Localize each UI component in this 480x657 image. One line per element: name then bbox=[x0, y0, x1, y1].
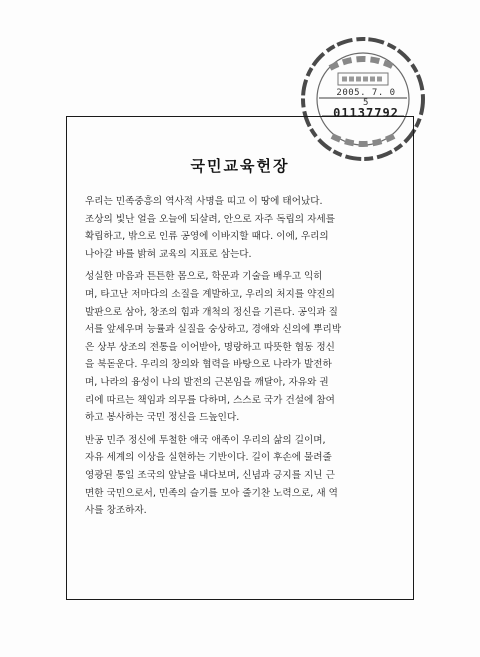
text-line: 조상의 빛난 얼을 오늘에 되살려, 안으로 자주 독립의 자세를 bbox=[85, 213, 335, 225]
charter-frame bbox=[66, 116, 414, 600]
stamp-serial-number: 01137792 bbox=[333, 106, 399, 120]
charter-body bbox=[85, 193, 399, 525]
charter-title: 국민교육헌장 bbox=[190, 157, 290, 175]
text-line: 은 상부 상조의 전통을 이어받아, 명랑하고 따뜻한 협동 정신 bbox=[85, 341, 335, 353]
text-line: 영광된 통일 조국의 앞날을 내다보며, 신념과 긍지를 지닌 근 bbox=[85, 469, 335, 481]
text-line: 서를 앞세우며 능률과 실질을 숭상하고, 경애와 신의에 뿌리박 bbox=[85, 324, 342, 336]
text-line: 하고 봉사하는 국민 정신을 드높인다. bbox=[85, 412, 240, 424]
text-line: 사를 창조하자. bbox=[85, 505, 147, 517]
stamp-date: 2005. 7. 0 5 bbox=[336, 88, 396, 108]
text-line: 리에 따르는 책임과 의무를 다하며, 스스로 국가 건설에 참여 bbox=[85, 394, 335, 406]
text-line: 나아갈 바를 밝혀 교육의 지표로 삼는다. bbox=[85, 248, 252, 260]
text-line: 우리는 민족중흥의 역사적 사명을 띠고 이 땅에 태어났다. bbox=[85, 196, 323, 207]
text-line: 면한 국민으로서, 민족의 슬기를 모아 줄기찬 노력으로, 새 역 bbox=[85, 487, 338, 499]
text-line: 확립하고, 밖으로 인류 공영에 이바지할 때다. 이에, 우리의 bbox=[85, 231, 329, 243]
charter-paragraph bbox=[85, 432, 399, 520]
text-line: 며, 나라의 융성이 나의 발전의 근본임을 깨달아, 자유와 권 bbox=[85, 376, 329, 388]
text-line: 발판으로 삼아, 창조의 힘과 개척의 정신을 기른다. 공익과 질 bbox=[85, 306, 338, 318]
charter-paragraph bbox=[85, 193, 399, 263]
text-line: 반공 민주 정신에 투철한 애국 애족이 우리의 삶의 길이며, bbox=[85, 434, 326, 446]
text-line: 성실한 마음과 튼튼한 몸으로, 학문과 기술을 배우고 익히 bbox=[85, 271, 323, 283]
text-line: 을 북돋운다. 우리의 창의와 협력을 바탕으로 나라가 발전하 bbox=[85, 359, 332, 371]
text-line: 자유 세계의 이상을 실현하는 기반이다. 길이 후손에 물려줄 bbox=[85, 452, 332, 464]
text-line: 며, 타고난 저마다의 소질을 계발하고, 우리의 처지를 약진의 bbox=[85, 288, 335, 300]
charter-paragraph bbox=[85, 268, 399, 426]
